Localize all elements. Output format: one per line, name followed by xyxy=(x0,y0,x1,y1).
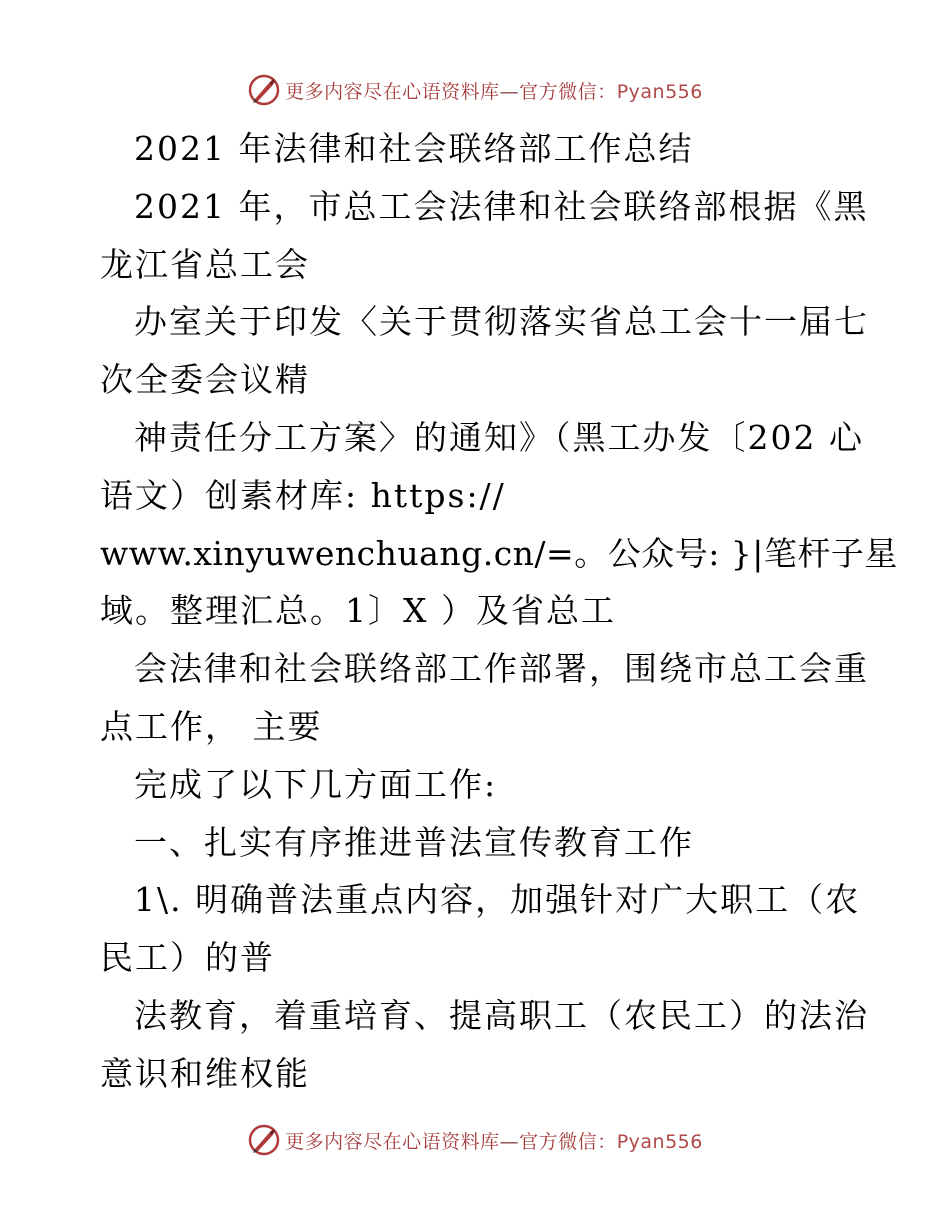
paragraph-line: 意识和维权能 xyxy=(100,1053,310,1093)
paragraph-line: 龙江省总工会 xyxy=(100,244,310,284)
paragraph-line: 语文）创素材库: https:// xyxy=(100,475,506,515)
watermark-text xyxy=(285,77,703,104)
section-heading: 一、扎实有序推进普法宣传教育工作 xyxy=(134,822,694,862)
footer-watermark xyxy=(0,1120,950,1160)
document-body xyxy=(100,120,898,1103)
paragraph-line: www.xinyuwenchuang.cn/=。公众号: }|笔杆子星 xyxy=(100,533,898,573)
watermark-slogan: 更多内容尽在心语资料库 xyxy=(285,80,500,103)
watermark-dash: — xyxy=(499,1130,520,1153)
pen-logo-icon xyxy=(247,1123,281,1157)
paragraph-line: 次全委会议精 xyxy=(100,360,310,400)
paragraph-line: 域。整理汇总。1〕X ）及省总工 xyxy=(100,591,616,631)
document-title: 2021 年法律和社会联络部工作总结 xyxy=(134,129,694,168)
paragraph-line: 2021 年，市总工会法律和社会联络部根据《黑 xyxy=(134,186,869,226)
paragraph-line: 点工作， 主要 xyxy=(100,706,323,746)
paragraph-line: 会法律和社会联络部工作部署，围绕市总工会重 xyxy=(134,649,869,689)
watermark-wechat-id: Pyan556 xyxy=(616,80,703,103)
paragraph-line: 完成了以下几方面工作: xyxy=(134,764,498,804)
watermark-slogan: 更多内容尽在心语资料库 xyxy=(285,1130,500,1153)
paragraph-line: 民工）的普 xyxy=(100,938,275,978)
paragraph-line: 1\. 明确普法重点内容，加强针对广大职工（农 xyxy=(134,880,861,920)
watermark-wechat-label: 官方微信： xyxy=(519,80,617,103)
header-watermark xyxy=(0,70,950,110)
paragraph-line: 神责任分工方案〉的通知》（黑工办发〔202 心 xyxy=(134,417,864,457)
pen-logo-icon xyxy=(247,73,281,107)
watermark-dash: — xyxy=(499,80,520,103)
watermark-wechat-id: Pyan556 xyxy=(616,1130,703,1153)
paragraph-line: 办室关于印发〈关于贯彻落实省总工会十一届七 xyxy=(134,302,869,342)
watermark-wechat-label: 官方微信： xyxy=(519,1130,617,1153)
watermark-text xyxy=(285,1127,703,1154)
paragraph-line: 法教育，着重培育、提高职工（农民工）的法治 xyxy=(134,995,869,1035)
